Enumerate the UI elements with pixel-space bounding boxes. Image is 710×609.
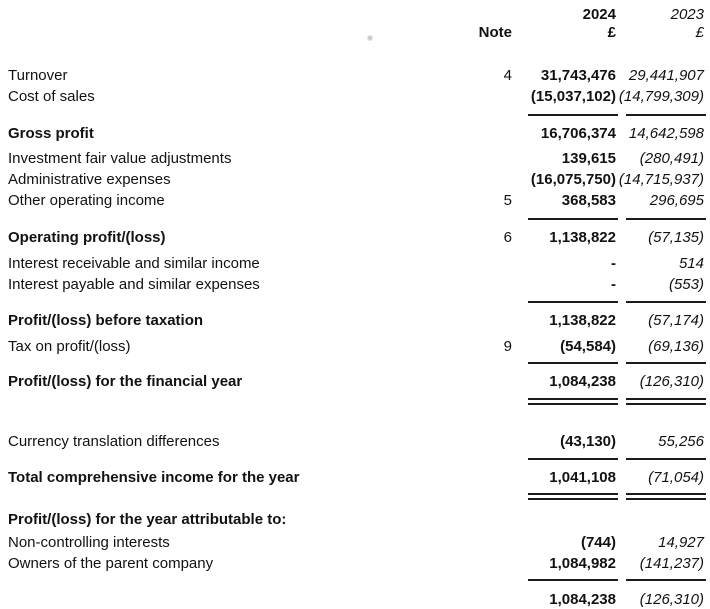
row-value-2024: 1,084,982 [549, 555, 616, 572]
column-header-2023: 2023 [670, 6, 704, 23]
row-value-2023: 14,642,598 [628, 125, 704, 142]
row-label: Total comprehensive income for the year [8, 469, 300, 486]
table-row [0, 123, 710, 144]
rule-2023 [626, 579, 706, 581]
row-label: Interest receivable and similar income [8, 255, 260, 272]
header-spacer [0, 24, 442, 42]
row-value-2024: - [611, 255, 616, 272]
row-value-2024 [512, 509, 616, 530]
table-row [0, 509, 710, 530]
column-header-2024: 2024 [582, 6, 616, 23]
row-value-2024: 1,084,238 [549, 373, 616, 390]
row-label: Currency translation differences [8, 433, 220, 450]
row-value-2024: 1,084,238 [549, 591, 616, 608]
row-note [442, 431, 512, 452]
row-value-2024: 139,615 [561, 150, 616, 167]
row-value-2024: 31,743,476 [540, 67, 616, 84]
row-label: Profit/(loss) before taxation [8, 312, 204, 329]
column-header-currency-2024: £ [607, 24, 616, 41]
row-value-2024: (744) [580, 534, 616, 551]
row-label: Operating profit/(loss) [8, 229, 166, 246]
row-value-2024: (15,037,102) [530, 88, 616, 105]
rule-2023 [626, 458, 706, 460]
table-header-labels [0, 24, 710, 42]
row-value-2024: (54,584) [560, 338, 616, 355]
row-value-2023: (57,135) [648, 229, 704, 246]
table-row [0, 86, 710, 107]
row-label: Non-controlling interests [8, 534, 170, 551]
row-note [442, 148, 512, 169]
scan-artifact-dot [367, 35, 373, 41]
row-value-2024: 16,706,374 [540, 125, 616, 142]
double-total-rule [0, 398, 710, 405]
row-value-2024: 1,138,822 [549, 312, 616, 329]
row-note [442, 86, 512, 107]
row-note [442, 532, 512, 553]
rule-2024 [528, 398, 618, 405]
row-value-2023: 514 [678, 255, 704, 272]
row-value-2023: (57,174) [648, 312, 704, 329]
rule-2024 [528, 362, 618, 364]
row-label: Gross profit [8, 125, 94, 142]
row-value-2023: (141,237) [639, 555, 704, 572]
row-label [0, 589, 442, 609]
row-note: 4 [503, 67, 512, 84]
row-value-2023 [616, 509, 704, 530]
table-row [0, 553, 710, 574]
row-value-2023: (71,054) [648, 469, 704, 486]
row-note: 5 [503, 192, 512, 209]
row-note [442, 169, 512, 190]
row-note [442, 553, 512, 574]
rule-2023 [626, 493, 706, 500]
table-row [0, 227, 710, 248]
row-value-2023: 296,695 [649, 192, 704, 209]
row-label: Cost of sales [8, 88, 95, 105]
table-row [0, 190, 710, 211]
row-label: Other operating income [8, 192, 165, 209]
row-note: 9 [503, 338, 512, 355]
total-rule [0, 458, 710, 460]
row-label: Profit/(loss) for the financial year [8, 373, 243, 390]
row-label: Turnover [8, 67, 68, 84]
row-value-2024: 368,583 [561, 192, 616, 209]
rule-2023 [626, 362, 706, 364]
rule-2023 [626, 218, 706, 220]
row-label: Administrative expenses [8, 171, 171, 188]
rule-2024 [528, 458, 618, 460]
table-row [0, 371, 710, 392]
column-header-currency-2023: £ [695, 24, 704, 41]
table-row [0, 310, 710, 331]
row-label: Owners of the parent company [8, 555, 214, 572]
row-value-2023: (280,491) [639, 150, 704, 167]
rule-2024 [528, 493, 618, 500]
table-row [0, 169, 710, 190]
rule-2023 [626, 398, 706, 405]
header-spacer [442, 6, 512, 24]
row-value-2023: 55,256 [658, 433, 704, 450]
table-row [0, 589, 710, 609]
row-value-2023: (14,799,309) [618, 88, 704, 105]
row-note [442, 253, 512, 274]
double-total-rule [0, 493, 710, 500]
table-row [0, 336, 710, 357]
table-row [0, 467, 710, 488]
row-value-2023: (126,310) [639, 373, 704, 390]
row-note [442, 509, 512, 530]
row-value-2023: (14,715,937) [618, 171, 704, 188]
table-row [0, 274, 710, 295]
table-row [0, 253, 710, 274]
row-label: Investment fair value adjustments [8, 150, 232, 167]
row-value-2023: (126,310) [639, 591, 704, 608]
rule-2024 [528, 579, 618, 581]
row-note [442, 310, 512, 331]
column-header-note: Note [478, 24, 512, 41]
table-row [0, 431, 710, 452]
total-rule [0, 579, 710, 581]
total-rule [0, 362, 710, 364]
row-value-2023: (553) [668, 276, 704, 293]
row-label: Tax on profit/(loss) [8, 338, 131, 355]
row-value-2024: (16,075,750) [530, 171, 616, 188]
rule-2024 [528, 218, 618, 220]
rule-2023 [626, 301, 706, 303]
row-value-2024: 1,041,108 [549, 469, 616, 486]
row-value-2023: 14,927 [658, 534, 704, 551]
table-header-years [0, 6, 710, 24]
header-spacer [0, 6, 442, 24]
row-value-2024: (43,130) [560, 433, 616, 450]
row-note [442, 371, 512, 392]
row-value-2023: 29,441,907 [628, 67, 704, 84]
row-note [442, 467, 512, 488]
statement-table [0, 65, 710, 609]
total-rule [0, 301, 710, 303]
row-label: Interest payable and similar expenses [8, 276, 260, 293]
row-note [442, 123, 512, 144]
table-row [0, 148, 710, 169]
row-label: Profit/(loss) for the year attributable to: [8, 511, 287, 528]
table-row [0, 532, 710, 553]
row-value-2024: 1,138,822 [549, 229, 616, 246]
rule-2023 [626, 114, 706, 116]
rule-2024 [528, 301, 618, 303]
total-rule [0, 114, 710, 116]
row-value-2024: - [611, 276, 616, 293]
rule-2024 [528, 114, 618, 116]
row-note [442, 589, 512, 609]
total-rule [0, 218, 710, 220]
table-row [0, 65, 710, 86]
row-note: 6 [503, 229, 512, 246]
row-note [442, 274, 512, 295]
row-value-2023: (69,136) [648, 338, 704, 355]
